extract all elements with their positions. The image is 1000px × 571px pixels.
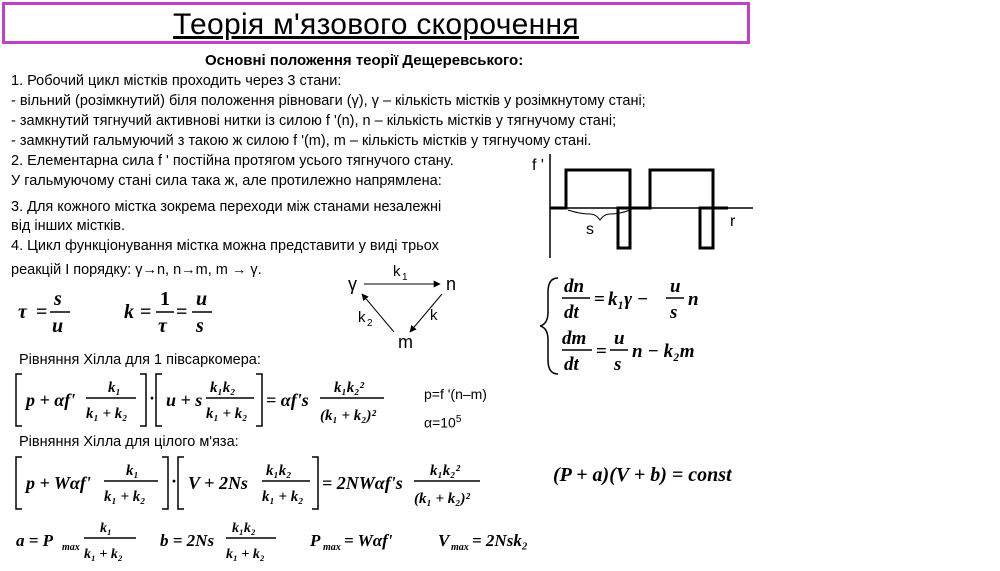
subtitle: Основні положення теорії Дещеревського: <box>205 52 524 69</box>
svg-text:max: max <box>62 542 80 553</box>
text-line-5: 2. Елементарна сила f ' постійна протягом усього тягнучого стану. <box>11 153 454 169</box>
graph-r-label: r <box>730 213 736 230</box>
svg-text:s: s <box>54 288 62 310</box>
svg-text:s: s <box>196 315 204 337</box>
svg-text:dt: dt <box>564 354 579 375</box>
svg-text:(k₁ + k₂)²: (k₁ + k₂)² <box>320 408 376 424</box>
svg-text:k₁: k₁ <box>100 521 112 536</box>
svg-text:max: max <box>451 542 469 553</box>
text-line-9: 4. Цикл функціонування містка можна представити у виді трьох <box>11 238 439 254</box>
svg-text:·: · <box>149 388 156 408</box>
text-line-10: реакцій I порядку: γ→n, n→m, m → γ. <box>11 262 262 278</box>
svg-text:τ: τ <box>18 301 27 323</box>
svg-text:(k₁ + k₂)²: (k₁ + k₂)² <box>414 491 470 507</box>
svg-text:k₁: k₁ <box>126 463 139 479</box>
cycle-m: m <box>398 332 413 352</box>
text-line-7: 3. Для кожного містка зокрема переходи між станами незалежні <box>11 199 442 215</box>
svg-text:k₁γ −: k₁γ − <box>608 289 649 310</box>
svg-text:k₁ + k₂: k₁ + k₂ <box>104 489 146 505</box>
svg-text:u: u <box>52 315 64 337</box>
svg-text:V + 2Ns: V + 2Ns <box>188 473 248 493</box>
svg-text:= 2Nsk₂: = 2Nsk₂ <box>472 531 528 550</box>
svg-text:τ: τ <box>158 315 167 337</box>
svg-text:·: · <box>171 471 178 491</box>
cycle-n: n <box>446 274 457 294</box>
svg-text:a = P: a = P <box>16 531 54 550</box>
graph-s-label: s <box>586 221 594 238</box>
cycle-k1-sub: 1 <box>402 272 408 283</box>
svg-text:k₁k₂: k₁k₂ <box>232 521 256 536</box>
svg-text:s: s <box>614 354 622 375</box>
svg-text:k₁k₂²: k₁k₂² <box>430 463 460 479</box>
tau-formula <box>12 285 232 340</box>
svg-text:u + s: u + s <box>166 390 203 410</box>
svg-text:b = 2Ns: b = 2Ns <box>160 531 215 550</box>
svg-text:p + αf': p + αf' <box>26 390 76 410</box>
svg-text:k₁ + k₂: k₁ + k₂ <box>226 547 265 562</box>
svg-text:k₁: k₁ <box>108 380 121 396</box>
svg-text:P: P <box>310 531 321 550</box>
svg-text:=: = <box>140 301 152 323</box>
text-line-6: У гальмуючому стані сила така ж, але протилежно напрямлена: <box>11 173 442 189</box>
svg-text:k₁k₂²: k₁k₂² <box>334 380 364 396</box>
svg-text:s: s <box>670 302 678 323</box>
svg-text:=: = <box>594 289 605 310</box>
text-line-8: від інших містків. <box>11 218 126 234</box>
svg-text:dn: dn <box>564 276 585 297</box>
svg-text:=: = <box>176 301 188 323</box>
svg-text:u: u <box>196 288 208 310</box>
page-title: Теорія м'язового скорочення <box>173 8 579 41</box>
svg-text:k₁k₂: k₁k₂ <box>210 380 236 396</box>
svg-text:V: V <box>438 531 450 550</box>
cycle-k2: k <box>358 309 366 326</box>
const-equation: (P + a)(V + b) = const <box>553 464 732 486</box>
hill-equation-full <box>10 453 490 515</box>
svg-text:=: = <box>596 341 607 362</box>
cycle-diagram <box>338 258 478 358</box>
cycle-gamma: γ <box>348 274 357 294</box>
svg-text:=: = <box>36 301 48 323</box>
s-brace <box>568 210 630 220</box>
svg-text:u: u <box>670 276 681 297</box>
svg-text:k: k <box>124 301 134 323</box>
svg-text:max: max <box>323 542 341 553</box>
svg-text:k₁k₂: k₁k₂ <box>266 463 292 479</box>
svg-text:= αf's: = αf's <box>266 390 309 410</box>
svg-text:= 2NWαf's: = 2NWαf's <box>322 473 403 493</box>
force-curve <box>550 170 728 248</box>
hill-half-label: Рівняння Хілла для 1 півсаркомера: <box>19 352 261 368</box>
cycle-k2-sub: 2 <box>367 318 373 329</box>
svg-text:n − k₂m: n − k₂m <box>632 341 695 362</box>
svg-text:dt: dt <box>564 302 579 323</box>
p-note: p=f '(n–m) <box>424 386 487 402</box>
hill-equation-half <box>10 370 395 432</box>
hill-full-label: Рівняння Хілла для цілого м'яза: <box>19 434 239 450</box>
text-line-4: - замкнутий гальмуючий з такою ж силою f '(m), m – кількість містків у тягнучому стані. <box>11 133 592 149</box>
system-brace <box>540 278 558 374</box>
svg-text:= Wαf': = Wαf' <box>344 531 393 550</box>
text-line-3: - замкнутий тягнучий активнові нитки із силою f '(n), n – кількість містків у тягнучому стані; <box>11 113 617 129</box>
diff-equations <box>540 272 720 382</box>
max-formulas <box>10 514 570 570</box>
force-graph <box>528 150 758 265</box>
svg-text:u: u <box>614 328 625 349</box>
graph-f-label: f ' <box>532 157 544 174</box>
svg-text:n: n <box>688 289 699 310</box>
cycle-k: k <box>430 307 438 324</box>
text-line-1: 1. Робочий цикл містків проходить через 3 стани: <box>11 73 342 89</box>
svg-text:1: 1 <box>160 288 170 310</box>
svg-text:dm: dm <box>562 328 587 349</box>
cycle-k1: k <box>393 263 401 280</box>
alpha-note: $\alpha=10^5$ <box>424 414 462 431</box>
svg-text:k₁ + k₂: k₁ + k₂ <box>206 406 248 422</box>
svg-text:k₁ + k₂: k₁ + k₂ <box>84 547 123 562</box>
svg-text:k₁ + k₂: k₁ + k₂ <box>262 489 304 505</box>
svg-text:k₁ + k₂: k₁ + k₂ <box>86 406 128 422</box>
title-box <box>2 2 750 44</box>
text-line-2: - вільний (розімкнутий) біля положення рівноваги (γ), γ – кількість містків у розімкнутому стані; <box>11 93 646 109</box>
svg-text:p + Wαf': p + Wαf' <box>26 473 91 493</box>
